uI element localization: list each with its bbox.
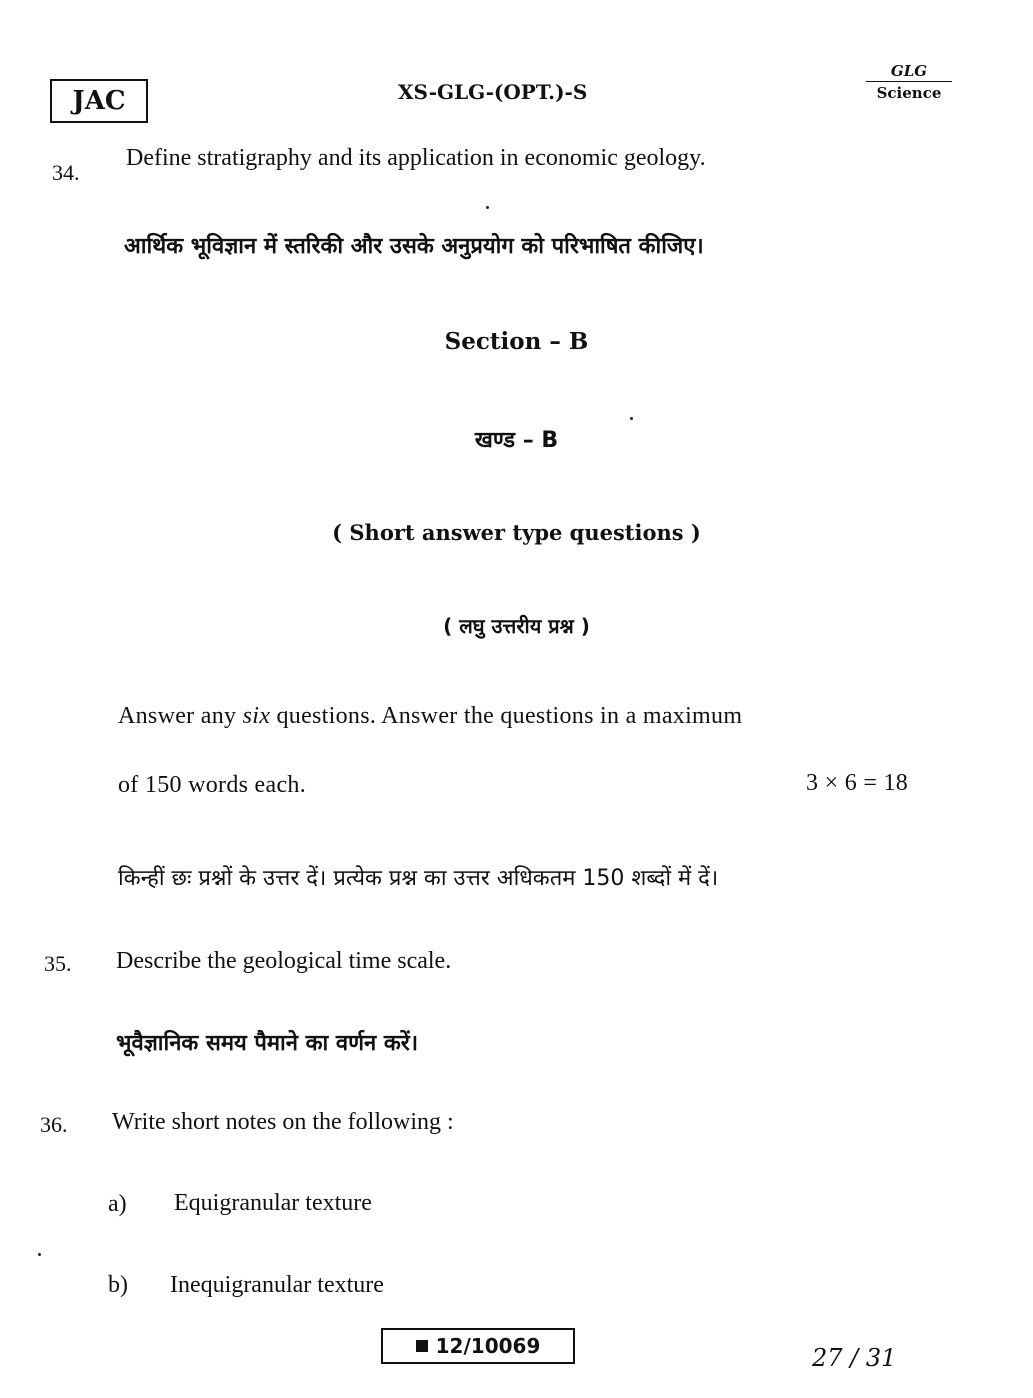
marks-allocation: 3 × 6 = 18 (806, 770, 909, 796)
scan-speck (486, 206, 489, 209)
q36-item-b-text: Inequigranular texture (170, 1272, 384, 1298)
jac-logo-box (50, 79, 148, 123)
question-type: ( Short answer type questions ) (332, 520, 701, 545)
q34-english: Define stratigraphy and its application in economic geology. (126, 145, 706, 171)
scan-speck (630, 417, 633, 420)
subject-code: GLG (866, 62, 952, 82)
page-number: 27 / 31 (812, 1344, 897, 1372)
question-type-hindi: ( लघु उत्तरीय प्रश्न ) (443, 614, 590, 638)
q36-item-b-label: b) (108, 1272, 128, 1298)
logo-text: JAC (72, 86, 126, 116)
subject-name: Science (876, 84, 942, 102)
q34-number: 34. (52, 160, 80, 185)
instruction-hindi: किन्हीं छः प्रश्नों के उत्तर दें। प्रत्येक प्रश्न का उत्तर अधिकतम 150 शब्दों में दें। (118, 866, 719, 891)
q36-number: 36. (40, 1112, 68, 1137)
q35-number: 35. (44, 951, 72, 976)
q36-item-a-text: Equigranular texture (174, 1190, 372, 1216)
scan-speck (38, 1253, 41, 1256)
q36-english: Write short notes on the following : (112, 1109, 454, 1135)
q34-hindi: आर्थिक भूविज्ञान में स्तरिकी और उसके अनुप्रयोग को परिभाषित कीजिए। (124, 234, 704, 259)
square-bullet-icon (416, 1340, 428, 1352)
paper-code: XS-GLG-(OPT.)-S (398, 80, 588, 104)
instruction-line-1: Answer any six questions. Answer the questions in a maximum (118, 703, 743, 729)
subject-block (866, 62, 952, 102)
q35-hindi: भूवैज्ञानिक समय पैमाने का वर्णन करें। (116, 1031, 419, 1056)
q36-item-a-label: a) (108, 1191, 127, 1217)
section-title: Section – B (444, 328, 589, 355)
q35-english: Describe the geological time scale. (116, 948, 452, 974)
footer-code-box (381, 1328, 575, 1364)
instruction-line-2: of 150 words each. (118, 772, 307, 798)
section-title-hindi: खण्ड – B (474, 428, 559, 453)
footer-code: 12/10069 (435, 1334, 541, 1358)
